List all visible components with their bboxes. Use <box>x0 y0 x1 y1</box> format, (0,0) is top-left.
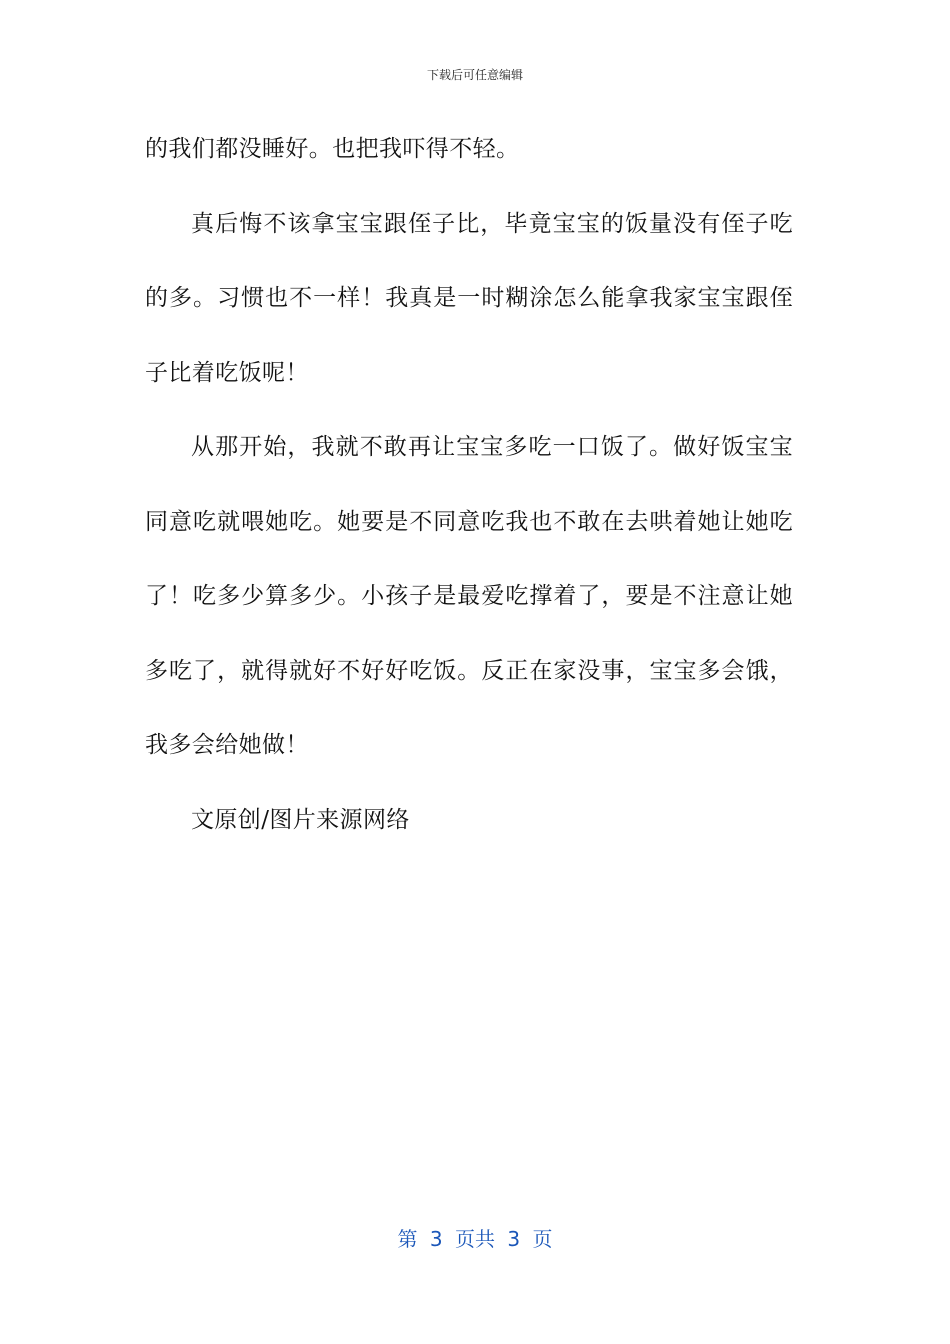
paragraph-continuation: 的我们都没睡好。也把我吓得不轻。 <box>145 136 520 162</box>
paragraph-source-credit: 文原创/图片来源网络 <box>191 806 410 833</box>
footer-current-page: 3 <box>429 1227 443 1251</box>
page-header: 下载后可任意编辑 <box>426 68 523 82</box>
footer-total-pages: 3 <box>507 1227 521 1251</box>
footer-suffix: 页 <box>532 1227 553 1251</box>
footer-middle: 页共 <box>455 1227 495 1251</box>
page-footer <box>0 1225 950 1253</box>
footer-prefix: 第 <box>397 1227 418 1251</box>
paragraph-regret: 真后悔不该拿宝宝跟侄子比，毕竟宝宝的饭量没有侄子吃的多。习惯也不一样！我真是一时糊涂怎么能拿我家宝宝跟侄子比着吃饭呢！ <box>145 210 793 386</box>
document-body <box>145 112 793 857</box>
paragraph-feeding: 从那开始，我就不敢再让宝宝多吃一口饭了。做好饭宝宝同意吃就喂她吃。她要是不同意吃我也不敢在去哄着她让她吃了！吃多少算多少。小孩子是最爱吃撑着了，要是不注意让她多吃了，就得就好不好好吃饭。反正在家没事，宝宝多会饿，我多会给她做！ <box>145 434 793 758</box>
